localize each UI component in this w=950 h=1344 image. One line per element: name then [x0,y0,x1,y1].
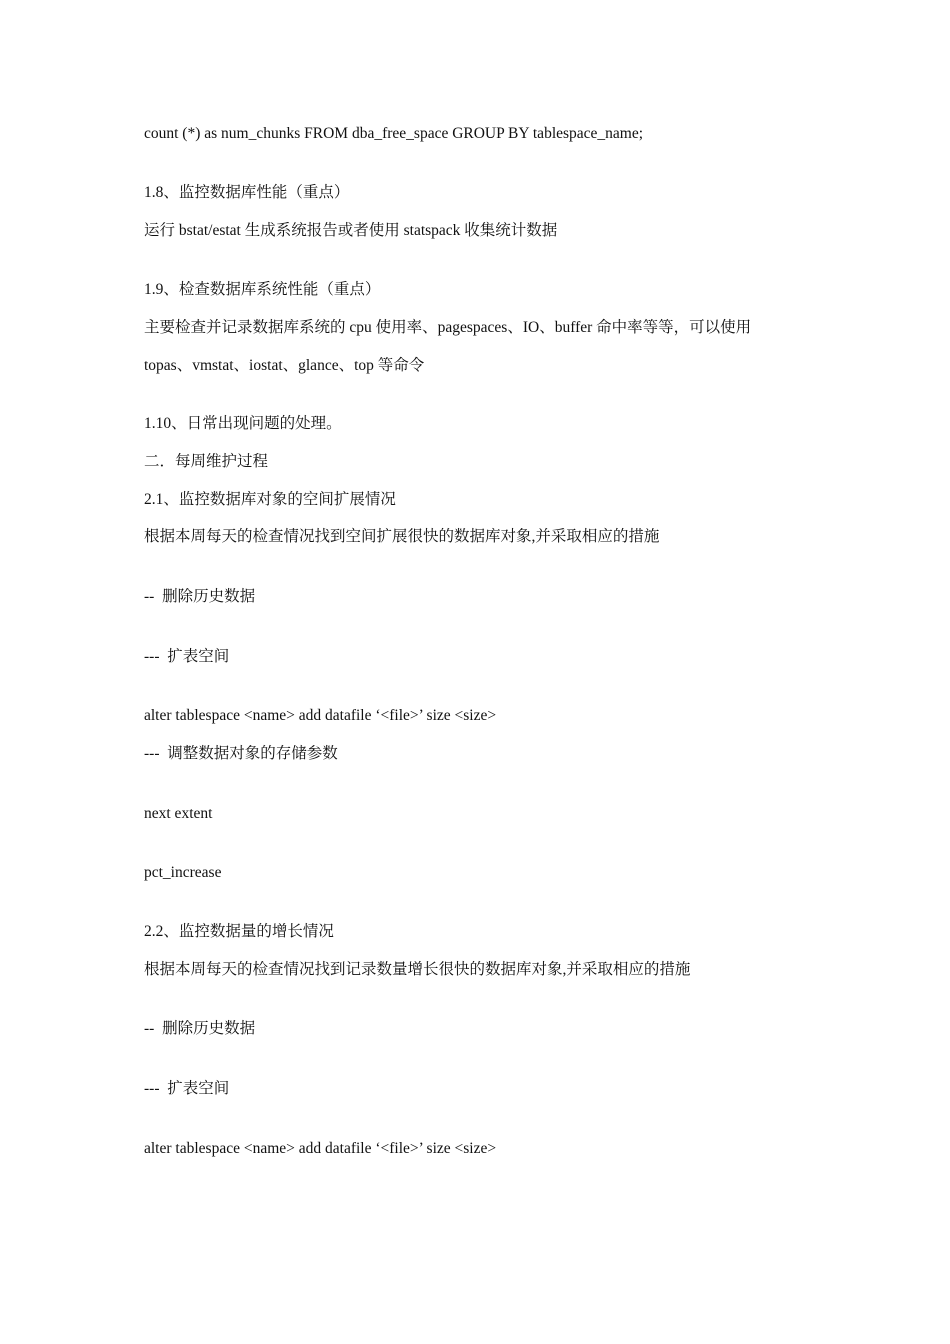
paragraph-text: 运行 bstat/estat 生成系统报告或者使用 statspack 收集统计数据 [144,222,558,239]
section-heading-1-10: 1.10、日常出现问题的处理。 [144,415,342,432]
paragraph-text: 根据本周每天的检查情况找到空间扩展很快的数据库对象,并采取相应的措施 [144,528,660,545]
parameter-name: pct_increase [144,864,222,881]
comment-line: -- 删除历史数据 [144,1020,256,1037]
parameter-name: next extent [144,805,213,822]
section-heading-2-1: 2.1、监控数据库对象的空间扩展情况 [144,491,396,508]
paragraph-text: topas、vmstat、iostat、glance、top 等命令 [144,357,425,374]
chapter-heading-2: 二．每周维护过程 [144,453,269,470]
section-heading-2-2: 2.2、监控数据量的增长情况 [144,923,334,940]
comment-line: --- 扩表空间 [144,1080,230,1097]
paragraph-text: 根据本周每天的检查情况找到记录数量增长很快的数据库对象,并采取相应的措施 [144,961,691,978]
sql-query-continuation: count (*) as num_chunks FROM dba_free_space GROUP BY tablespace_name; [144,125,644,142]
section-heading-1-9: 1.9、检查数据库系统性能（重点） [144,281,381,298]
comment-line: --- 调整数据对象的存储参数 [144,745,338,762]
paragraph-text: 主要检查并记录数据库系统的 cpu 使用率、pagespaces、IO、buffer 命中率等等，可以使用 [144,319,752,336]
comment-line: -- 删除历史数据 [144,588,256,605]
section-heading-1-8: 1.8、监控数据库性能（重点） [144,184,350,201]
sql-statement: alter tablespace <name> add datafile ‘<file>’ size <size> [144,707,497,724]
comment-line: --- 扩表空间 [144,648,230,665]
sql-statement: alter tablespace <name> add datafile ‘<file>’ size <size> [144,1140,497,1157]
